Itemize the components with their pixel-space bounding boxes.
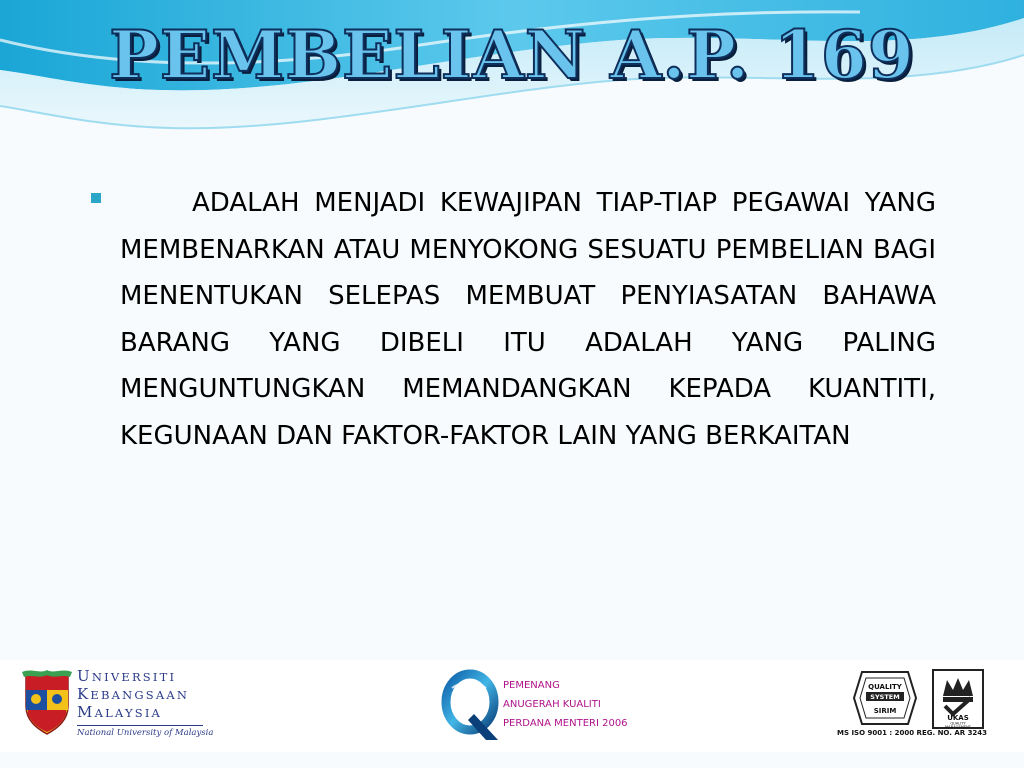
- university-crest-icon: [22, 668, 72, 736]
- slide-title: PEMBELIAN A.P. 169: [109, 16, 915, 94]
- award-line-2: ANUGERAH KUALITI: [503, 699, 601, 710]
- university-name-logotype: [77, 667, 214, 738]
- award-text-block: [503, 676, 628, 733]
- sirim-label-bottom: SIRIM: [873, 707, 897, 715]
- ukas-sub-label-2: MANAGEMENT: [945, 725, 971, 729]
- award-line-1: PEMENANG: [503, 680, 560, 691]
- university-name-line-1: UNIVERSITI: [77, 667, 177, 685]
- award-line-3: PERDANA MENTERI 2006: [503, 718, 628, 729]
- ukas-sub-label-1: QUALITY: [950, 721, 966, 726]
- university-name-line-2: KEBANGSAAN: [77, 685, 190, 703]
- footer-logo-bar: [0, 660, 1024, 752]
- university-name-line-3: MALAYSIA: [77, 703, 163, 721]
- quality-award-q-icon: [440, 668, 502, 742]
- bullet-paragraph: ADALAH MENJADI KEWAJIPAN TIAP-TIAP PEGAWAI YANG MEMBENARKAN ATAU MENYOKONG SESUATU PEMBELIAN BAGI MENENTUKAN SELEPAS MEMBUAT PENYIASATAN BAHAWA BARANG YANG DIBELI ITU ADALAH YANG PALING MENGUNTUNGKAN MEMANDANGKAN KEPADA KUANTITI, KEGUNAAN DAN FAKTOR-FAKTOR LAIN YANG BERKAITAN: [120, 188, 936, 451]
- ukas-label: UKAS: [947, 714, 969, 722]
- sirim-label-mid: SYSTEM: [870, 693, 900, 701]
- sirim-label-top: QUALITY: [868, 683, 902, 691]
- bullet-square-icon: [91, 193, 101, 203]
- university-english-name: National University of Malaysia: [77, 728, 214, 738]
- ukas-crown-icon: [931, 668, 985, 730]
- iso-registration-text: MS ISO 9001 : 2000 REG. NO. AR 3243: [837, 729, 988, 737]
- university-name-divider: [77, 725, 203, 726]
- sirim-quality-system-icon: [852, 668, 918, 728]
